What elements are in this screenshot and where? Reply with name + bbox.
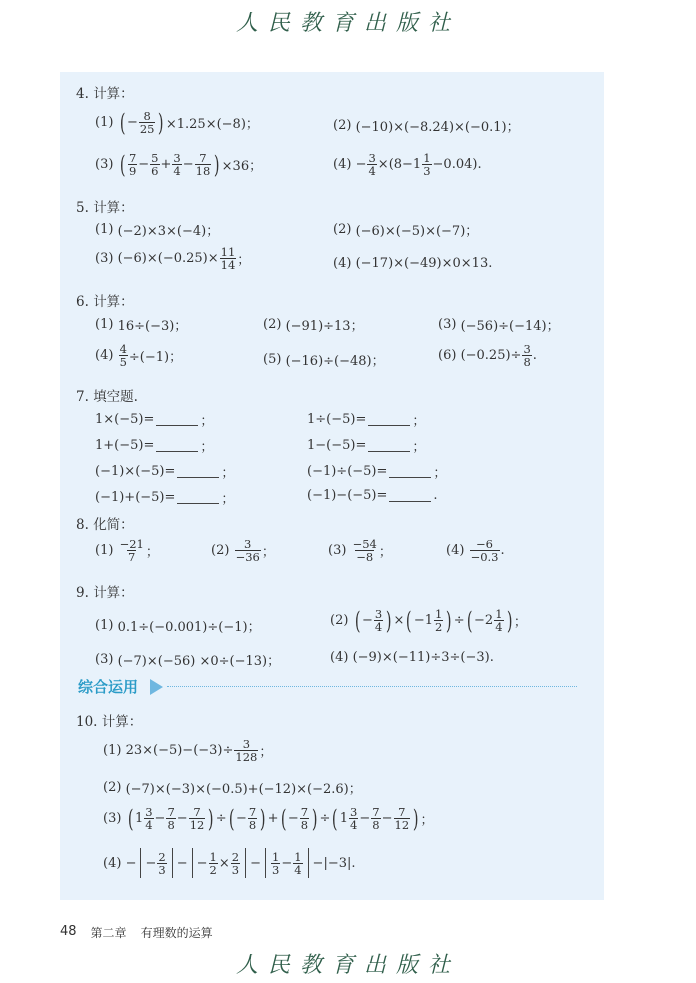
answer-blank[interactable] — [389, 489, 431, 502]
problem-5-item-4 — [333, 256, 492, 271]
expression: 1+(−5)= — [95, 438, 155, 453]
expression: (−1)−(−5)= — [307, 488, 388, 503]
semicolon: ； — [513, 615, 527, 630]
fraction: $\frac{-21}{7}$ — [119, 537, 144, 564]
answer-blank[interactable] — [368, 413, 410, 426]
minus: − — [381, 811, 393, 826]
problem-9-title — [76, 581, 134, 601]
digit: 1 — [424, 613, 434, 628]
fraction: $\frac{1}{2}$ — [209, 849, 217, 877]
fraction: $\frac{8}{25}$ — [139, 109, 155, 136]
item-label: (4) — [103, 855, 122, 871]
item-label: (2) — [333, 222, 352, 237]
paren: ( — [280, 804, 286, 833]
fraction: $\frac{7}{8}$ — [300, 805, 309, 832]
fraction: $\frac{-6}{-0.3}$ — [470, 537, 499, 564]
fraction: $\frac{-54}{-8}$ — [352, 537, 377, 564]
divide: ÷ — [319, 811, 331, 826]
problem-instruction: 计算： — [93, 86, 134, 102]
page-footer — [60, 924, 213, 941]
fraction: $\frac{3}{4}$ — [374, 607, 383, 634]
expression: 1÷(−5)= — [307, 412, 367, 427]
fraction: $\frac{3}{8}$ — [523, 342, 531, 369]
expression: 1×(−5)= — [95, 412, 155, 427]
expression: −|−3|. — [312, 855, 356, 871]
fraction: $\frac{3}{4}$ — [145, 805, 153, 832]
problem-9-item-4 — [330, 650, 494, 665]
divide: ÷ — [453, 613, 465, 628]
fraction: $\frac{2}{3}$ — [158, 849, 166, 877]
punct: ； — [200, 440, 214, 455]
paren: ( — [332, 804, 338, 833]
expression: ×1.25×(−8)； — [165, 117, 259, 132]
chapter-number: 第二章 — [90, 926, 127, 940]
expression: 23×(−5)−(−3)÷ — [125, 743, 234, 758]
fraction: $\frac{11}{14}$ — [220, 245, 236, 272]
publisher-logo-top: 人民教育出版社 — [235, 11, 460, 36]
paren: ) — [260, 804, 266, 833]
minus: − — [176, 855, 188, 871]
fraction: $\frac{7}{8}$ — [372, 805, 380, 832]
answer-blank[interactable] — [177, 491, 219, 504]
minus: − — [287, 811, 299, 826]
problem-4-title — [76, 82, 134, 102]
fraction: $\frac{7}{12}$ — [394, 805, 410, 832]
problem-5-item-3 — [95, 246, 250, 271]
expression: (−56)÷(−14)； — [460, 319, 560, 334]
expression: 0.1÷(−0.001)÷(−1)； — [117, 620, 261, 635]
dotted-divider — [167, 686, 577, 687]
punct: ； — [378, 545, 392, 560]
item-label: (4) — [446, 543, 465, 558]
fill-blank-2 — [307, 410, 425, 429]
problem-6-item-4 — [95, 343, 182, 368]
fill-blank-7 — [95, 488, 234, 507]
punct: ； — [221, 492, 235, 507]
expression: (−6)×(−5)×(−7)； — [355, 224, 479, 239]
problem-8-item-4 — [446, 538, 505, 563]
times: × — [393, 613, 405, 628]
problem-5-title — [76, 196, 134, 216]
fraction: $\frac{3}{4}$ — [368, 151, 376, 178]
fraction: $\frac{1}{4}$ — [495, 607, 503, 634]
answer-blank[interactable] — [156, 439, 198, 452]
fill-blank-8 — [307, 488, 438, 503]
item-label: (3) — [95, 652, 114, 667]
problem-instruction: 计算： — [93, 200, 134, 216]
fraction: $\frac{7}{8}$ — [248, 805, 257, 832]
expression: (−2)×3×(−4)； — [117, 224, 220, 239]
paren: ) — [214, 150, 220, 179]
punct: ； — [200, 414, 214, 429]
expression: (−9)×(−11)÷3÷(−3). — [352, 650, 494, 665]
punct: . — [500, 543, 505, 558]
minus: − — [235, 811, 247, 826]
problem-9-item-1 — [95, 616, 261, 635]
paren: ( — [354, 606, 361, 635]
problem-8-item-2 — [211, 538, 275, 563]
paren: ) — [446, 606, 452, 635]
item-label: (1) — [95, 543, 114, 558]
problem-number: 4. — [76, 86, 89, 102]
paren: ) — [311, 804, 318, 833]
answer-blank[interactable] — [156, 413, 198, 426]
abs-bar — [308, 848, 309, 878]
item-label: (2) — [263, 317, 282, 332]
item-label: (1) — [95, 618, 114, 633]
problem-4-item-3 — [95, 152, 262, 177]
fraction: $\frac{1}{4}$ — [294, 849, 302, 877]
expression: (−17)×(−49)×0×13. — [355, 256, 493, 271]
paren: ) — [208, 804, 214, 833]
problem-4-item-2 — [333, 116, 520, 135]
problem-10-item-2 — [103, 778, 362, 797]
minus: − — [250, 855, 261, 871]
divide: ÷ — [215, 811, 227, 826]
minus: − — [474, 613, 485, 628]
minus: − — [359, 811, 371, 826]
plus: + — [267, 811, 279, 826]
problem-number: 9. — [76, 585, 89, 601]
times: × — [218, 855, 230, 871]
fill-blank-1 — [95, 410, 213, 429]
problem-10-item-4 — [103, 848, 356, 878]
publisher-logo-bottom: 人民教育出版社 — [235, 953, 460, 978]
expression: (−91)÷13； — [285, 319, 364, 334]
item-label: (3) — [95, 251, 114, 266]
minus: − — [176, 811, 188, 826]
minus: − — [154, 811, 166, 826]
fraction: $\frac{3}{4}$ — [173, 151, 181, 178]
problem-8-item-1 — [95, 538, 159, 563]
problem-number: 10. — [76, 714, 98, 730]
section-header-comprehensive — [78, 676, 577, 697]
expression: (−16)÷(−48)； — [285, 354, 385, 369]
arrow-right-icon — [150, 679, 163, 695]
problem-6-item-3 — [438, 315, 560, 334]
item-label: (2) — [103, 780, 122, 795]
problem-8-item-3 — [328, 538, 392, 563]
answer-blank[interactable] — [368, 439, 410, 452]
minus: − — [125, 855, 137, 871]
problem-instruction: 计算： — [93, 294, 134, 310]
fraction: $\frac{1}{3}$ — [271, 849, 280, 877]
problem-4-item-4 — [333, 152, 482, 177]
fill-blank-6 — [307, 462, 446, 481]
fraction: $\frac{3}{-36}$ — [235, 537, 260, 564]
paren: ( — [228, 804, 235, 833]
minus: − — [413, 613, 425, 628]
paren: ( — [406, 606, 412, 635]
minus: − — [281, 855, 293, 871]
problem-10-item-1 — [103, 738, 272, 763]
section-label: 综合运用 — [78, 678, 139, 696]
problem-number: 8. — [76, 517, 89, 533]
item-label: (3) — [438, 317, 457, 332]
problem-9-item-2 — [330, 608, 527, 633]
problem-8-title — [76, 513, 134, 533]
semicolon: ； — [420, 813, 434, 828]
expression: (−7)×(−3)×(−0.5)+(−12)×(−2.6)； — [125, 782, 362, 797]
semicolon: ； — [259, 745, 273, 760]
expression: 1−(−5)= — [307, 438, 367, 453]
problem-6-item-5 — [263, 350, 385, 369]
problem-6-item-2 — [263, 315, 364, 334]
problem-6-item-6 — [438, 343, 537, 368]
punct: ； — [261, 545, 275, 560]
item-label: (4) — [330, 650, 349, 665]
problem-instruction: 计算： — [93, 585, 134, 601]
plus: + — [160, 157, 172, 172]
fraction: $\frac{7}{12}$ — [189, 805, 205, 832]
fill-blank-3 — [95, 436, 213, 455]
problem-instruction: 化简： — [93, 517, 134, 533]
punct: ； — [145, 545, 159, 560]
paren: ( — [127, 804, 134, 833]
fill-blank-4 — [307, 436, 425, 455]
fill-blank-5 — [95, 462, 234, 481]
fraction: $\frac{4}{5}$ — [119, 342, 127, 369]
problem-7-title — [76, 385, 138, 405]
punct: ； — [433, 466, 447, 481]
item-label: (3) — [328, 543, 347, 558]
item-label: (1) — [95, 222, 114, 237]
fraction: $\frac{7}{9}$ — [128, 151, 137, 178]
expression: (−0.25)÷ — [460, 348, 522, 363]
problem-5-item-1 — [95, 220, 219, 239]
exercise-panel — [60, 72, 604, 900]
item-label: (1) — [103, 743, 122, 758]
fraction: $\frac{7}{8}$ — [167, 805, 175, 832]
item-label: (2) — [330, 613, 349, 628]
abs-bar — [140, 848, 141, 878]
fraction: $\frac{5}{6}$ — [151, 151, 159, 178]
expression: −0.04). — [432, 157, 482, 172]
punct: ； — [221, 466, 235, 481]
abs-bar — [265, 848, 266, 878]
fraction: $\frac{1}{3}$ — [423, 151, 431, 178]
fraction: $\frac{3}{128}$ — [235, 737, 258, 764]
item-label: (3) — [95, 157, 114, 172]
page-number: 48 — [60, 924, 77, 939]
expression: 16÷(−3)； — [117, 319, 188, 334]
punct: ； — [412, 414, 426, 429]
problem-number: 7. — [76, 389, 89, 405]
expression: (−6)×(−0.25)× — [117, 251, 219, 266]
expression: ×(8−1 — [377, 157, 422, 172]
minus: − — [145, 855, 157, 871]
item-label: (1) — [95, 115, 114, 130]
problem-4-item-1 — [95, 110, 259, 135]
expression: (−1)+(−5)= — [95, 490, 176, 505]
problem-10-title — [76, 710, 142, 730]
problem-instruction: 计算： — [101, 714, 143, 730]
item-label: (1) — [95, 317, 114, 332]
answer-blank[interactable] — [389, 465, 431, 478]
digit: 1 — [339, 811, 349, 826]
abs-bar — [245, 848, 246, 878]
item-label: (4) — [333, 157, 352, 172]
abs-bar — [172, 848, 173, 878]
minus: − — [126, 115, 138, 130]
punct: ； — [412, 440, 426, 455]
minus: − — [355, 157, 367, 172]
item-label: (2) — [211, 543, 230, 558]
paren: ( — [119, 108, 126, 137]
paren: ) — [413, 804, 419, 833]
expression: ÷(−1)； — [128, 350, 183, 365]
paren: ( — [466, 606, 473, 635]
problem-9-item-3 — [95, 650, 280, 669]
abs-bar — [192, 848, 193, 878]
minus: − — [196, 855, 208, 871]
answer-blank[interactable] — [177, 465, 219, 478]
problem-number: 6. — [76, 294, 89, 310]
paren: ( — [119, 150, 126, 179]
chapter-title: 有理数的运算 — [140, 926, 213, 940]
paren: ) — [506, 606, 513, 635]
problem-number: 5. — [76, 200, 89, 216]
problem-6-title — [76, 290, 134, 310]
item-label: (6) — [438, 348, 457, 363]
problem-5-item-2 — [333, 220, 478, 239]
fraction: $\frac{2}{3}$ — [231, 849, 240, 877]
digit: 1 — [134, 811, 144, 826]
paren: ) — [158, 108, 164, 137]
digit: 2 — [484, 613, 494, 628]
minus: − — [138, 157, 150, 172]
expression: (−1)×(−5)= — [95, 464, 176, 479]
minus: − — [182, 157, 194, 172]
item-label: (2) — [333, 118, 352, 133]
item-label: (3) — [103, 811, 122, 826]
fraction: $\frac{7}{18}$ — [195, 151, 211, 178]
minus: − — [361, 613, 373, 628]
expression: (−10)×(−8.24)×(−0.1)； — [355, 120, 520, 135]
item-label: (5) — [263, 352, 282, 367]
fraction: $\frac{1}{2}$ — [435, 607, 443, 634]
expression: ×36； — [221, 159, 263, 174]
problem-6-item-1 — [95, 315, 187, 334]
item-label: (4) — [333, 256, 352, 271]
punct: . — [433, 488, 438, 503]
fraction: $\frac{3}{4}$ — [350, 805, 358, 832]
problem-10-item-3 — [103, 806, 434, 831]
expression: (−1)÷(−5)= — [307, 464, 388, 479]
item-label: (4) — [95, 348, 114, 363]
period: . — [532, 348, 537, 363]
paren: ) — [386, 606, 392, 635]
semicolon: ； — [237, 253, 251, 268]
expression: (−7)×(−56) ×0÷(−13)； — [117, 654, 281, 669]
problem-instruction: 填空题. — [93, 389, 138, 405]
